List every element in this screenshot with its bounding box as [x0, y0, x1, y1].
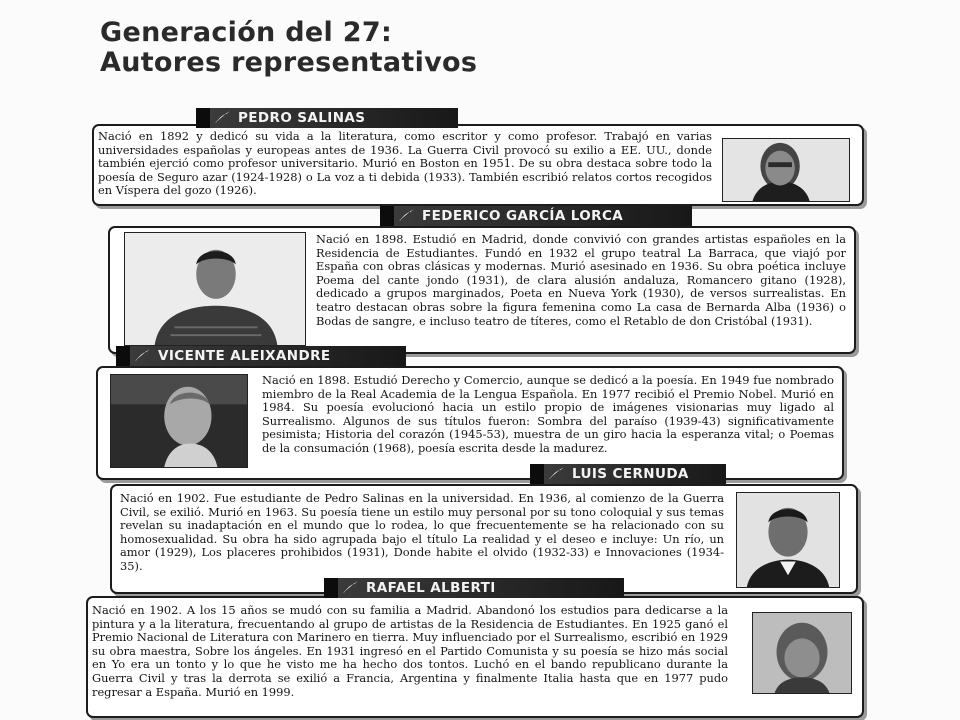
portrait-photo-salinas	[722, 138, 850, 202]
author-name-salinas: PEDRO SALINAS	[238, 110, 366, 126]
author-name-alberti: RAFAEL ALBERTI	[366, 580, 496, 596]
author-banner-salinas	[196, 108, 458, 128]
quill-icon	[214, 110, 232, 124]
author-bio-cernuda: Nació en 1902. Fue estudiante de Pedro Salinas en la universidad. En 1936, al comienzo de la Guerra Civil, se exilió. Murió en 1963. Su poesía tiene un estilo muy personal por su tono coloquial y sus temas revelan su inadaptación en el mundo que lo rodea, lo que frecuentemente se ha relacionado con su homosexualidad. Su obra ha sido agrupada bajo el título La realidad y el deseo e incluye: Un río, un amor (1929), Los placeres prohibidos (1931), Donde habite el olvido (1932-33) e Innovaciones (1934-35).	[120, 491, 724, 573]
author-banner-alberti	[324, 578, 624, 598]
author-banner-cernuda	[530, 464, 726, 484]
author-name-aleixandre: VICENTE ALEIXANDRE	[158, 348, 331, 364]
author-bio-aleixandre: Nació en 1898. Estudió Derecho y Comercio, aunque se dedicó a la poesía. En 1949 fue nombrado miembro de la Real Academia de la Lengua Española. En 1977 recibió el Premio Nobel. Murió en 1984. Su poesía evolucionó hacia un estilo propio de imágenes visionarias muy ligado al Surrealismo. Algunos de sus títulos fueron: Sombra del paraíso (1939-43) significativamente pesimista; Historia del corazón (1945-53), muestra de un giro hacia la esperanza vital; o Poemas de la consumación (1968), poesía escrita desde la madurez.	[262, 373, 834, 455]
author-banner-lorca	[380, 206, 692, 226]
author-bio-lorca: Nació en 1898. Estudió en Madrid, donde convivió con grandes artistas españoles en la Residencia de Estudiantes. Fundó en 1932 el grupo teatral La Barraca, que viajó por España con obras clásicas y modernas. Murió asesinado en 1936. Su obra poética incluye Poema del cante jondo (1931), de clara alusión andaluza, Romancero gitano (1928), dedicado a grupos marginados, Poeta en Nueva York (1930), de versos surrealistas. En teatro destacan obras sobre la figura femenina como La casa de Bernarda Alba (1936) o Bodas de sangre, e incluso teatro de títeres, como el Retablo de don Cristóbal (1931).	[316, 232, 846, 328]
portrait-photo-alberti	[752, 612, 852, 694]
quill-icon	[398, 208, 416, 222]
author-name-lorca: FEDERICO GARCÍA LORCA	[422, 208, 624, 224]
portrait-photo-cernuda	[736, 492, 840, 588]
quill-icon	[134, 348, 152, 362]
author-name-cernuda: LUIS CERNUDA	[572, 466, 689, 482]
title-line-2: Autores representativos	[100, 47, 478, 78]
portrait-photo-aleixandre	[110, 374, 248, 468]
page-title	[100, 18, 660, 78]
portrait-photo-lorca	[124, 232, 306, 346]
quill-icon	[342, 580, 360, 594]
title-line-1: Generación del 27:	[100, 17, 393, 48]
author-banner-aleixandre	[116, 346, 406, 366]
author-bio-salinas: Nació en 1892 y dedicó su vida a la literatura, como escritor y como profesor. Trabajó en varias universidades españolas y europeas antes de 1936. La Guerra Civil provocó su exilio a EE. UU., donde también ejerció como profesor universitario. Murió en Boston en 1951. De su obra destaca sobre todo la poesía de Seguro azar (1924-1928) o La voz a ti debida (1933). También escribió relatos cortos recogidos en Víspera del gozo (1926).	[98, 129, 712, 198]
quill-icon	[548, 466, 566, 480]
author-bio-alberti: Nació en 1902. A los 15 años se mudó con su familia a Madrid. Abandonó los estudios para dedicarse a la pintura y a la literatura, frecuentando al grupo de artistas de la Residencia de Estudiantes. En 1925 ganó el Premio Nacional de Literatura con Marinero en tierra. Muy influenciado por el Surrealismo, escribió en 1929 su obra maestra, Sobre los ángeles. En 1931 ingresó en el Partido Comunista y su poesía se hizo más social en Yo era un tonto y lo que he visto me ha hecho dos tontos. Luchó en el bando republicano durante la Guerra Civil y tras la derrota se exilió a Francia, Argentina y finalmente Italia hasta que en 1977 pudo regresar a España. Murió en 1999.	[92, 603, 728, 699]
